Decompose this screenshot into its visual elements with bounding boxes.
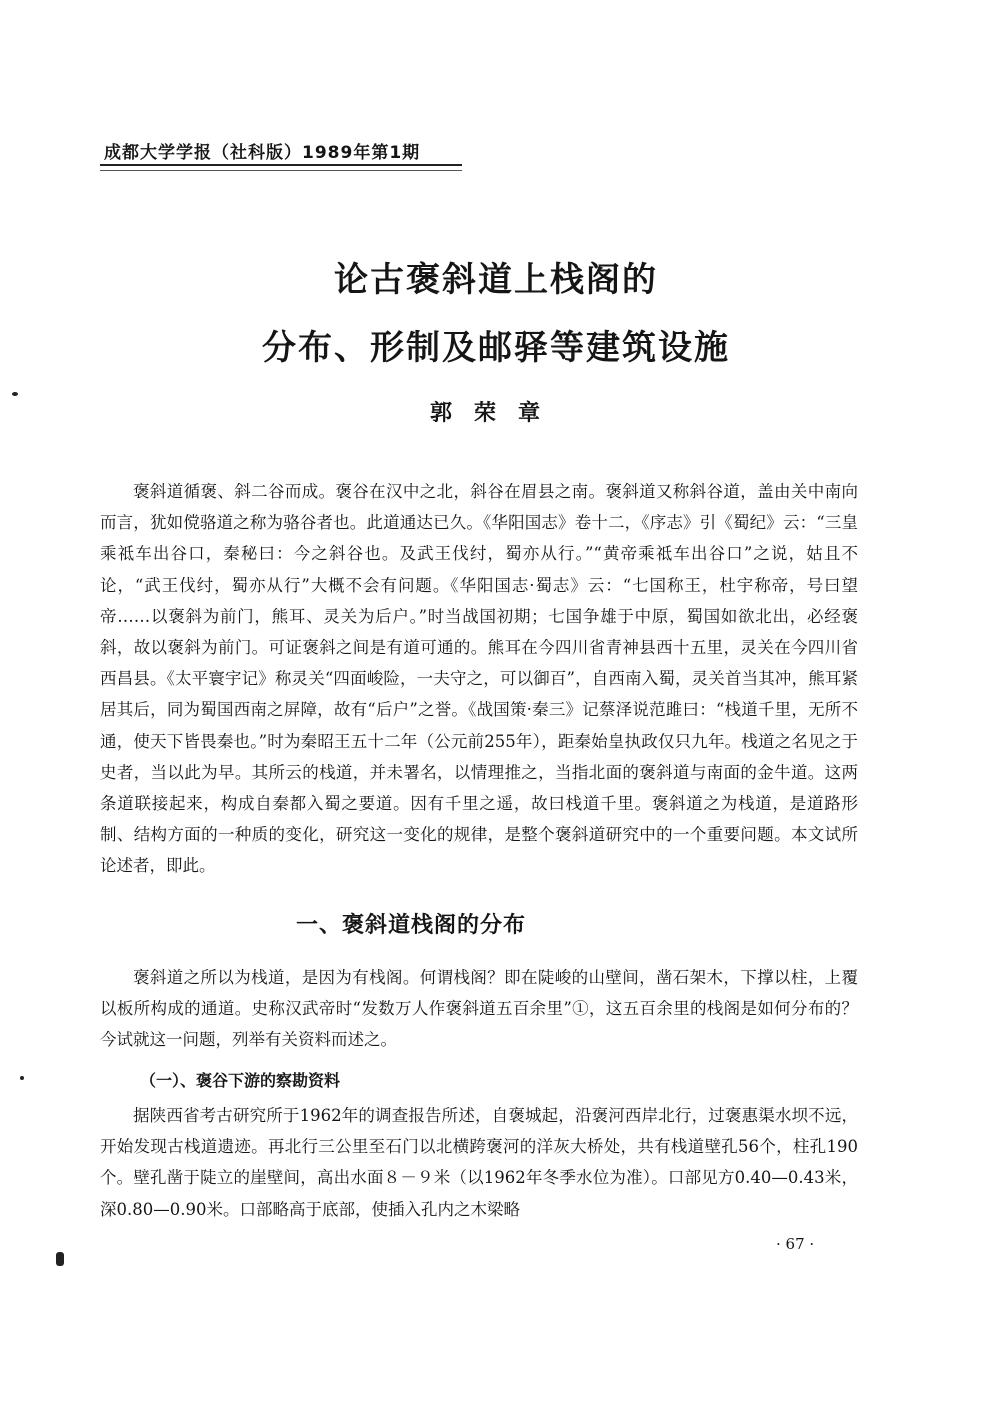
intro-paragraph: 褒斜道循褒、斜二谷而成。褒谷在汉中之北，斜谷在眉县之南。褒斜道又称斜谷道，盖由关中南向而言，犹如傥骆道之称为骆谷者也。此道通达已久。《华阳国志》卷十二，《序志》引《蜀纪》云：“三皇乘祗车出谷口，秦秘曰：今之斜谷也。及武王伐纣，蜀亦从行。”“黄帝乘祗车出谷口”之说，姑且不论，“武王伐纣，蜀亦从行”大概不会有问题。《华阳国志·蜀志》云：“七国称王，杜宇称帝，号曰望帝……以褒斜为前门，熊耳、灵关为后户。”时当战国初期；七国争雄于中原，蜀国如欲北出，必经褒斜，故以褒斜为前门。可证褒斜之间是有道可通的。熊耳在今四川省青神县西十五里，灵关在今四川省西昌县。《太平寰宇记》称灵关“四面峻险，一夫守之，可以御百”，自西南入蜀，灵关首当其冲，熊耳紧居其后，同为蜀国西南之屏障，故有“后户”之誉。《战国策·秦三》记蔡泽说范雎曰：“栈道千里，无所不通，使天下皆畏秦也。”时为秦昭王五十二年（公元前255年），距秦始皇执政仅只九年。栈道之名见之于史者，当以此为早。其所云的栈道，并未署名，以情理推之，当指北面的褒斜道与南面的金牛道。这两条道联接起来，构成自秦都入蜀之要道。因有千里之遥，故曰栈道千里。褒斜道之为栈道，是道路形制、结构方面的一种质的变化，研究这一变化的规律，是整个褒斜道研究中的一个重要问题。本文试所论述者，即此。	[100, 482, 858, 876]
subsection-paragraph: 据陕西省考古研究所于1962年的调查报告所述，自褒城起，沿褒河西岸北行，过褒惠渠水坝不远，开始发现古栈道遗迹。再北行三公里至石门以北横跨褒河的洋灰大桥处，共有栈道壁孔56个，柱孔190个。壁孔凿于陡立的崖壁间，高出水面８－９米（以1962年冬季水位为准）。口部见方0.40—0.43米，深0.80—0.90米。口部略高于底部，使插入孔内之木梁略	[100, 1106, 858, 1219]
scan-speck	[56, 1252, 64, 1266]
page-number: · 67 ·	[776, 1235, 815, 1253]
section-paragraph: 褒斜道之所以为栈道，是因为有栈阁。何谓栈阁？即在陡峻的山壁间，凿石架木，下撑以柱，上覆以板所构成的通道。史称汉武帝时“发数万人作褒斜道五百余里”①，这五百余里的栈阁是如何分布的？今试就这一问题，列举有关资料而述之。	[100, 968, 858, 1050]
article-title-line-1: 论古褒斜道上栈阁的	[334, 260, 658, 300]
section-heading: 一、褒斜道栈阁的分布	[296, 913, 527, 938]
scan-speck	[20, 1076, 24, 1080]
author-name: 郭荣章	[429, 400, 562, 426]
header-rule	[100, 164, 462, 166]
article-title-line-2: 分布、形制及邮驿等建筑设施	[262, 328, 730, 368]
subsection-heading: （一）、褒谷下游的察勘资料	[140, 1071, 341, 1090]
journal-header: 成都大学学报（社科版）1989年第1期	[104, 143, 421, 163]
scan-speck	[12, 392, 18, 396]
header-rule-thin	[100, 170, 462, 171]
